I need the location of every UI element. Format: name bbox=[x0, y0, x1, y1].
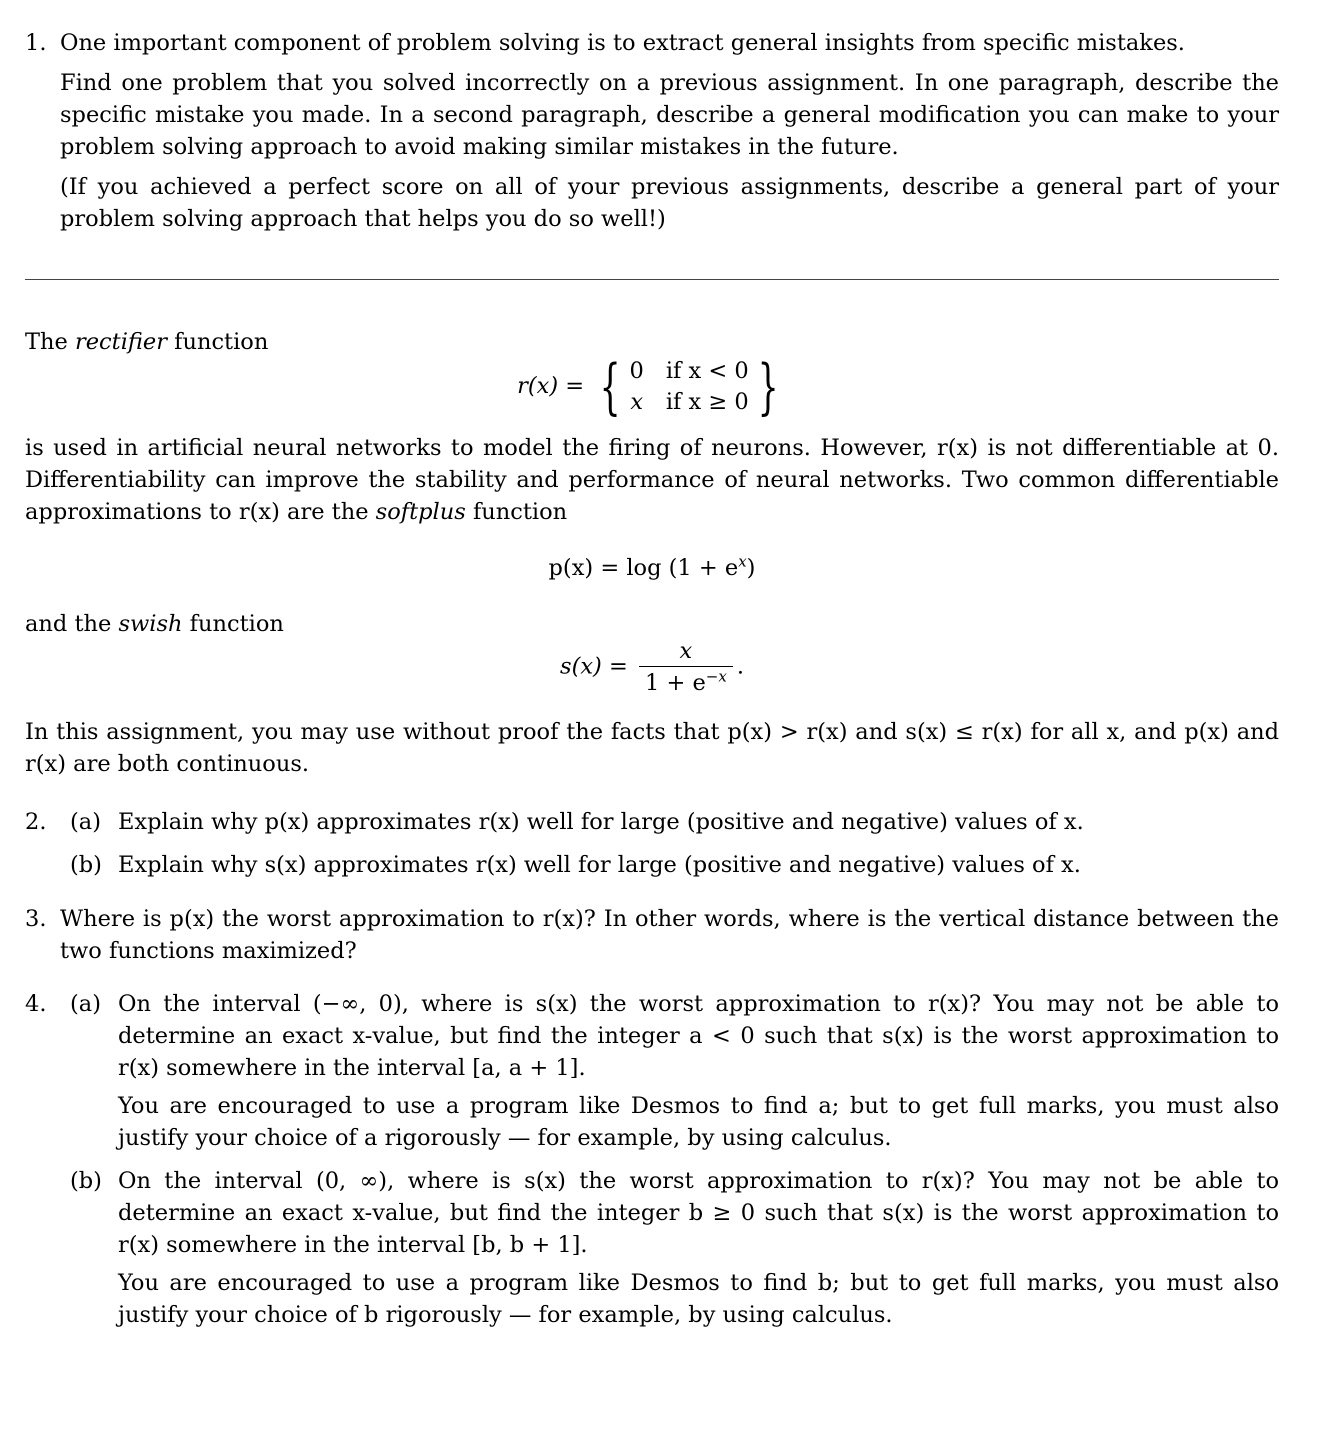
question-2 bbox=[25, 806, 1279, 881]
question-number: 4. bbox=[25, 991, 47, 1017]
question-1-perfect-score-note: (If you achieved a perfect score on all of your previous assignments, describe a general part of your problem solving approach that helps you do so well!) bbox=[60, 174, 1279, 232]
rectifier-equation: r(x) = { 0 if x < 0 x if x ≥ 0 } bbox=[517, 352, 779, 422]
question-number: 1. bbox=[25, 30, 47, 56]
assignment-page bbox=[25, 0, 1279, 1331]
rectifier-description: is used in artificial neural networks to model the firing of neurons. However, r(x) is not differentiable at 0. Differentiability can improve the stability and performance of neural networks. Two common differentiable approximations to r(x) are the softplus function bbox=[25, 435, 1279, 525]
question-3: 3. Where is p(x) the worst approximation to r(x)? In other words, where is the vertical distance between the two functions maximized? bbox=[25, 903, 1279, 967]
question-number: 3. bbox=[25, 906, 47, 932]
facts-paragraph: In this assignment, you may use without proof the facts that p(x) > r(x) and s(x) ≤ r(x) for all x, and p(x) and r(x) are both continuous. bbox=[25, 719, 1279, 777]
question-4b: (b) On the interval (0, ∞), where is s(x) the worst approximation to r(x)? You may not be able to determine an exact x-value, but find the integer b ≥ 0 such that s(x) is the worst approximation to r(x) somewhere in the interval [b, b + 1]. You are encouraged to use a program like Desmos to find b; but to get full marks, you must also justify your choice of b rigorously — for example, by using calculus. bbox=[70, 1168, 1279, 1328]
question-2a: (a) Explain why p(x) approximates r(x) well for large (positive and negative) values of x. bbox=[70, 809, 1084, 835]
question-1 bbox=[25, 27, 1279, 235]
question-1-paragraph: Find one problem that you solved incorrectly on a previous assignment. In one paragraph, describe the specific mistake you made. In a second paragraph, describe a general modification you can make to your problem solving approach to avoid making similar mistakes in the future. bbox=[60, 70, 1279, 160]
rectifier-intro: The rectifier function bbox=[25, 329, 269, 355]
question-2b: (b) Explain why s(x) approximates r(x) well for large (positive and negative) values of x. bbox=[70, 852, 1081, 878]
section-divider bbox=[25, 279, 1279, 280]
question-4 bbox=[25, 988, 1279, 1331]
swish-intro: and the swish function bbox=[25, 611, 284, 637]
softplus-equation: $p(x) = \log (1 + e^x)$ bbox=[548, 552, 756, 581]
question-4a: (a) On the interval (−∞, 0), where is s(x) the worst approximation to r(x)? You may not be able to determine an exact x-value, but find the integer a < 0 such that s(x) is the worst approximation to r(x) somewhere in the interval [a, a + 1]. You are encouraged to use a program like Desmos to find a; but to get full marks, you must also justify your choice of a rigorously — for example, by using calculus. bbox=[70, 991, 1279, 1151]
question-1-intro: One important component of problem solving is to extract general insights from specific mistakes. bbox=[60, 30, 1185, 56]
swish-equation: s(x) = $\frac{x}{1 + e^{-x}}$ . bbox=[25, 636, 1279, 702]
question-number: 2. bbox=[25, 809, 47, 835]
